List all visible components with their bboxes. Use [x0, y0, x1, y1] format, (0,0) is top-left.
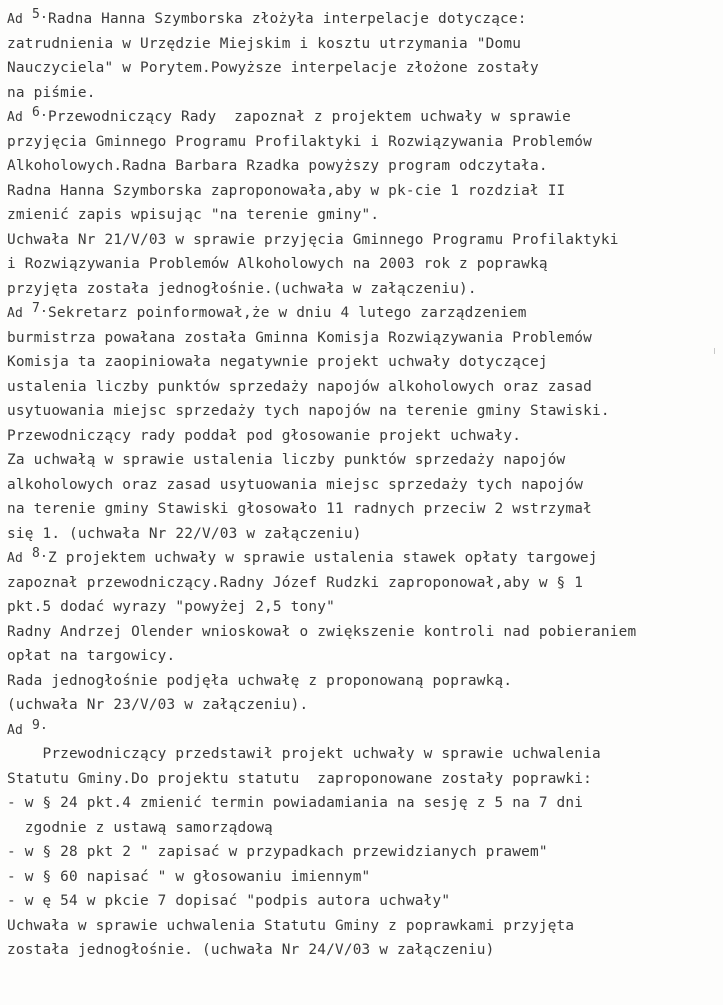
text-line [7, 354, 548, 372]
section-heading-line [7, 717, 48, 740]
text-line [7, 85, 96, 103]
text-line [7, 869, 370, 887]
text-line [7, 648, 175, 666]
section-label: Ad [7, 306, 24, 321]
line-text: się 1. (uchwała Nr 22/V/03 w załączeniu) [7, 525, 362, 542]
section-label: Ad [7, 110, 24, 125]
text-line [7, 501, 592, 519]
text-line [7, 232, 619, 250]
section-heading-line [7, 105, 571, 127]
text-line [7, 477, 583, 495]
line-text: Statutu Gminy.Do projektu statutu zaproponowane zostały poprawki: [7, 770, 593, 787]
text-line [7, 624, 636, 642]
text-line [7, 820, 273, 838]
line-text: Radny Andrzej Olender wnioskował o zwiększenie kontroli nad pobieraniem [7, 623, 637, 640]
line-text: na terenie gminy Stawiski głosowało 11 radnych przeciw 2 wstrzymał [7, 501, 593, 517]
line-text: na piśmie. [7, 84, 96, 101]
text-line [7, 746, 601, 764]
line-text: i Rozwiązywania Problemów Alkoholowych na 2003 rok z poprawką [7, 256, 548, 272]
text-line [7, 207, 379, 225]
section-number: 9. [31, 717, 48, 733]
line-text: alkoholowych oraz zasad usytuowania miejsc sprzedaży tych napojów [7, 476, 584, 493]
line-text: - w § 60 napisać " w głosowaniu imiennym" [7, 868, 371, 885]
line-text: zapoznał przewodniczący.Radny Józef Rudzki zaproponował,aby w § 1 [7, 574, 584, 591]
line-text: Sekretarz poinformował,że w dniu 4 lutego zarządzeniem [48, 305, 527, 321]
text-line [7, 795, 583, 813]
text-line [7, 36, 521, 54]
text-line [7, 256, 548, 274]
text-line [7, 771, 592, 789]
text-line [7, 403, 610, 421]
line-text: (uchwała Nr 23/V/03 w załączeniu). [7, 697, 309, 713]
text-line [7, 183, 565, 201]
section-number: 6. [31, 105, 48, 120]
section-label: Ad [7, 722, 24, 738]
scan-edge-mark [714, 348, 715, 354]
line-text: Uchwała w sprawie uchwalenia Statutu Gminy z poprawkami przyjęta [7, 917, 575, 934]
line-text: Przewodniczący rady poddał pod głosowanie projekt uchwały. [7, 427, 522, 444]
line-text: - w § 28 pkt 2 " zapisać w przypadkach przewidzianych prawem" [7, 844, 548, 860]
section-heading-line [7, 7, 527, 29]
section-number: 8. [31, 546, 48, 561]
line-text: Rada jednogłośnie podjęła uchwałę z proponowaną poprawką. [7, 672, 513, 689]
line-text: usytuowania miejsc sprzedaży tych napojów na terenie gminy Stawiski. [7, 403, 610, 419]
line-text: Uchwała Nr 21/V/03 w sprawie przyjęcia Gminnego Programu Profilaktyki [7, 231, 619, 248]
line-text: Radna Hanna Szymborska złożyła interpelacje dotyczące: [48, 11, 527, 27]
text-line [7, 428, 521, 446]
line-text: została jednogłośnie. (uchwała Nr 24/V/03 w załączeniu) [7, 942, 495, 958]
text-line [7, 893, 450, 911]
text-line [7, 942, 495, 960]
section-heading-line [7, 546, 598, 568]
section-label: Ad [7, 12, 24, 27]
line-text: Przewodniczący przedstawił projekt uchwały w sprawie uchwalenia [7, 746, 601, 762]
line-text: Za uchwałą w sprawie ustalenia liczby punktów sprzedaży napojów [7, 452, 566, 468]
line-text: - w § 24 pkt.4 zmienić termin powiadamiania na sesję z 5 na 7 dni [7, 795, 584, 811]
line-text: zatrudnienia w Urzędzie Miejskim i kosztu utrzymania "Domu [7, 35, 522, 52]
text-line [7, 281, 477, 299]
line-text: zgodnie z ustawą samorządową [7, 819, 273, 836]
text-line [7, 918, 574, 936]
line-text: Z projektem uchwały w sprawie ustalenia stawek opłaty targowej [48, 550, 598, 566]
line-text: zmienić zapis wpisując "na terenie gminy". [7, 207, 380, 223]
section-number: 5. [31, 7, 48, 22]
text-line [7, 379, 592, 397]
line-text: burmistrza powałana została Gminna Komisja Rozwiązywania Problemów [7, 329, 593, 346]
text-line [7, 526, 362, 544]
text-line [7, 673, 512, 691]
line-text: pkt.5 dodać wyrazy "powyżej 2,5 tony" [7, 599, 335, 615]
text-line [7, 134, 592, 152]
line-text: Radna Hanna Szymborska zaproponowała,aby w pk-cie 1 rozdział II [7, 182, 566, 199]
text-line [7, 158, 548, 176]
text-line [7, 697, 308, 715]
line-text: Alkoholowych.Radna Barbara Rzadka powyższy program odczytała. [7, 158, 548, 174]
line-text: Nauczyciela" w Porytem.Powyższe interpelacje złożone zostały [7, 60, 539, 76]
text-line [7, 599, 335, 617]
text-line [7, 575, 583, 593]
text-line [7, 844, 548, 862]
text-line [7, 452, 565, 470]
section-heading-line [7, 301, 527, 323]
line-text: - w ę 54 w pkcie 7 dopisać "podpis autora uchwały" [7, 893, 451, 909]
section-label: Ad [7, 551, 24, 566]
line-text: opłat na targowicy. [7, 648, 176, 664]
line-text: ustalenia liczby punktów sprzedaży napojów alkoholowych oraz zasad [7, 378, 593, 395]
line-text: przyjęta została jednogłośnie.(uchwała w załączeniu). [7, 280, 477, 297]
text-line [7, 60, 539, 78]
section-number: 7. [31, 301, 48, 316]
line-text: Komisja ta zaopiniowała negatywnie projekt uchwały dotyczącej [7, 354, 548, 370]
line-text: Przewodniczący Rady zapoznał z projektem uchwały w sprawie [48, 109, 571, 125]
text-line [7, 330, 592, 348]
line-text: przyjęcia Gminnego Programu Profilaktyki i Rozwiązywania Problemów [7, 133, 593, 150]
